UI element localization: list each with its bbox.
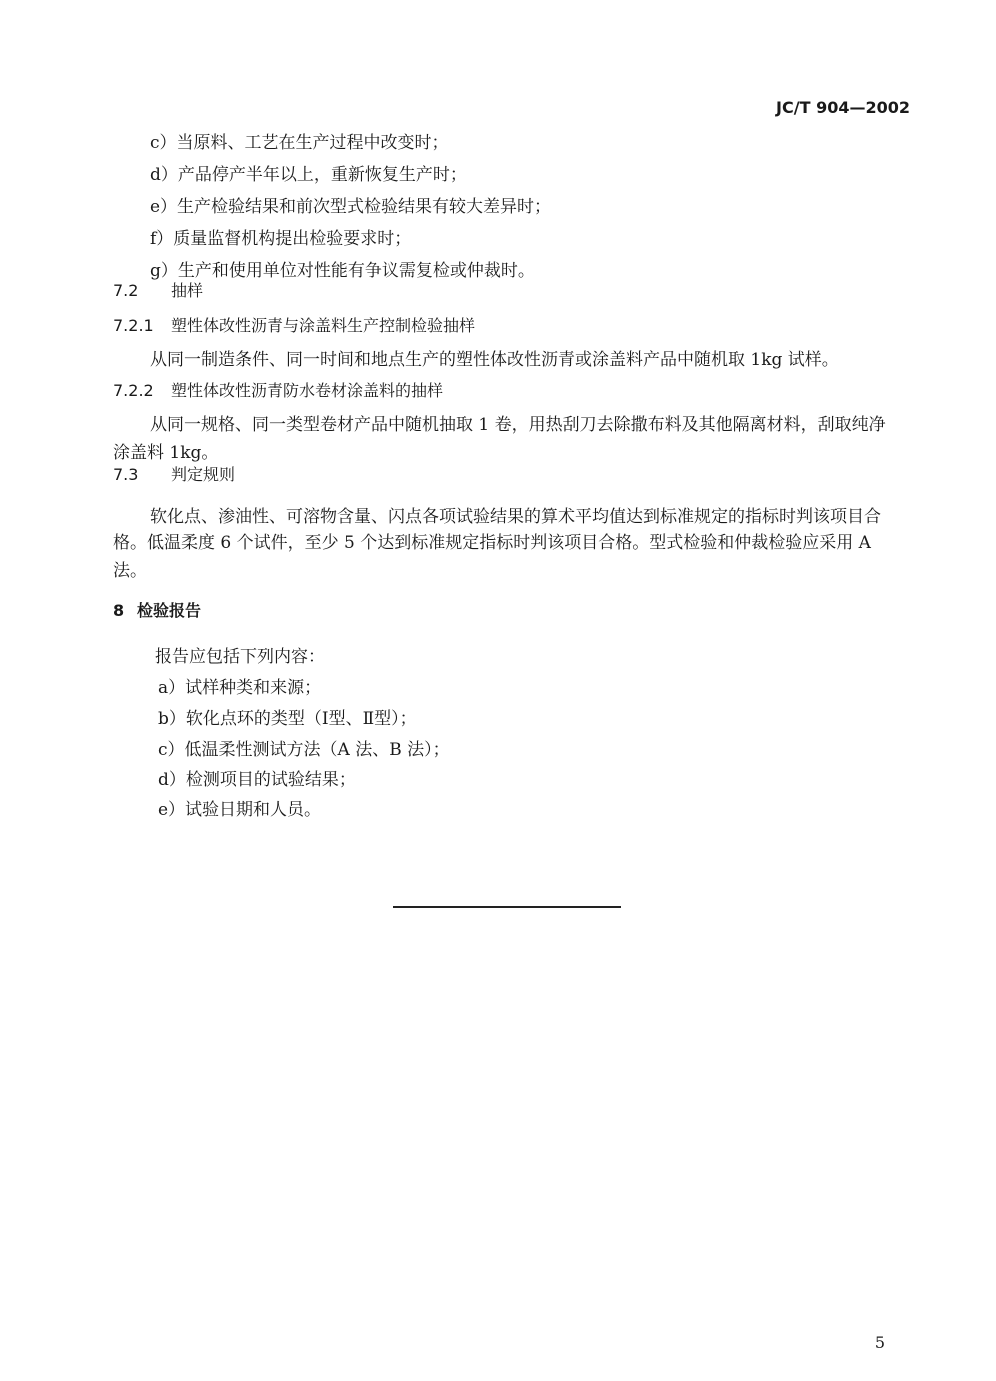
- section-number: 7.2: [113, 281, 139, 300]
- section-title: 抽样: [171, 281, 204, 300]
- section-7-2-2-body-line2: 涂盖料 1kg。: [113, 443, 219, 463]
- list-item: e）生产检验结果和前次型式检验结果有较大差异时；: [150, 197, 552, 217]
- section-7-3-heading: [113, 462, 235, 485]
- section-7-3-line1: 软化点、渗油性、可溶物含量、闪点各项试验结果的算术平均值达到标准规定的指标时判该项目合: [150, 507, 881, 527]
- section-number: 7.2.1: [113, 316, 154, 335]
- section-title: 检验报告: [137, 601, 202, 620]
- list-item: d）产品停产半年以上，重新恢复生产时；: [150, 165, 467, 185]
- section-7-3-line2: 格。低温柔度 6 个试件，至少 5 个达到标准规定指标时判该项目合格。型式检验和仲裁检验应采用 A: [113, 533, 871, 553]
- section-number: 8: [113, 601, 125, 620]
- list-item: b）软化点环的类型（Ⅰ型、Ⅱ型）；: [158, 709, 417, 729]
- end-rule: [393, 906, 621, 908]
- list-item: e）试验日期和人员。: [158, 800, 322, 820]
- section-7-2-2-heading: [113, 378, 443, 401]
- section-8-intro: 报告应包括下列内容：: [155, 647, 325, 667]
- list-item: a）试样种类和来源；: [158, 678, 322, 698]
- section-7-3-line3: 法。: [113, 561, 147, 581]
- section-7-2-1-heading: [113, 313, 475, 336]
- section-8-heading: [113, 598, 201, 621]
- list-item: c）低温柔性测试方法（A 法、B 法）；: [158, 740, 450, 760]
- section-7-2-1-body: 从同一制造条件、同一时间和地点生产的塑性体改性沥青或涂盖料产品中随机取 1kg 试样。: [150, 350, 839, 370]
- list-item: d）检测项目的试验结果；: [158, 770, 356, 790]
- list-item: c）当原料、工艺在生产过程中改变时；: [150, 133, 449, 153]
- section-number: 7.2.2: [113, 381, 154, 400]
- section-7-2-2-body-line1: 从同一规格、同一类型卷材产品中随机抽取 1 卷，用热刮刀去除撒布料及其他隔离材料，刮取纯净: [150, 415, 886, 435]
- section-7-2-heading: [113, 278, 203, 301]
- section-number: 7.3: [113, 465, 139, 484]
- list-item: f）质量监督机构提出检验要求时；: [150, 229, 412, 249]
- section-title: 塑性体改性沥青防水卷材涂盖料的抽样: [171, 381, 444, 400]
- section-title: 塑性体改性沥青与涂盖料生产控制检验抽样: [171, 316, 476, 335]
- page-number: 5: [874, 1333, 885, 1352]
- list-item: g）生产和使用单位对性能有争议需复检或仲裁时。: [150, 261, 535, 281]
- section-title: 判定规则: [171, 465, 236, 484]
- standard-code: JC/T 904—2002: [776, 98, 910, 117]
